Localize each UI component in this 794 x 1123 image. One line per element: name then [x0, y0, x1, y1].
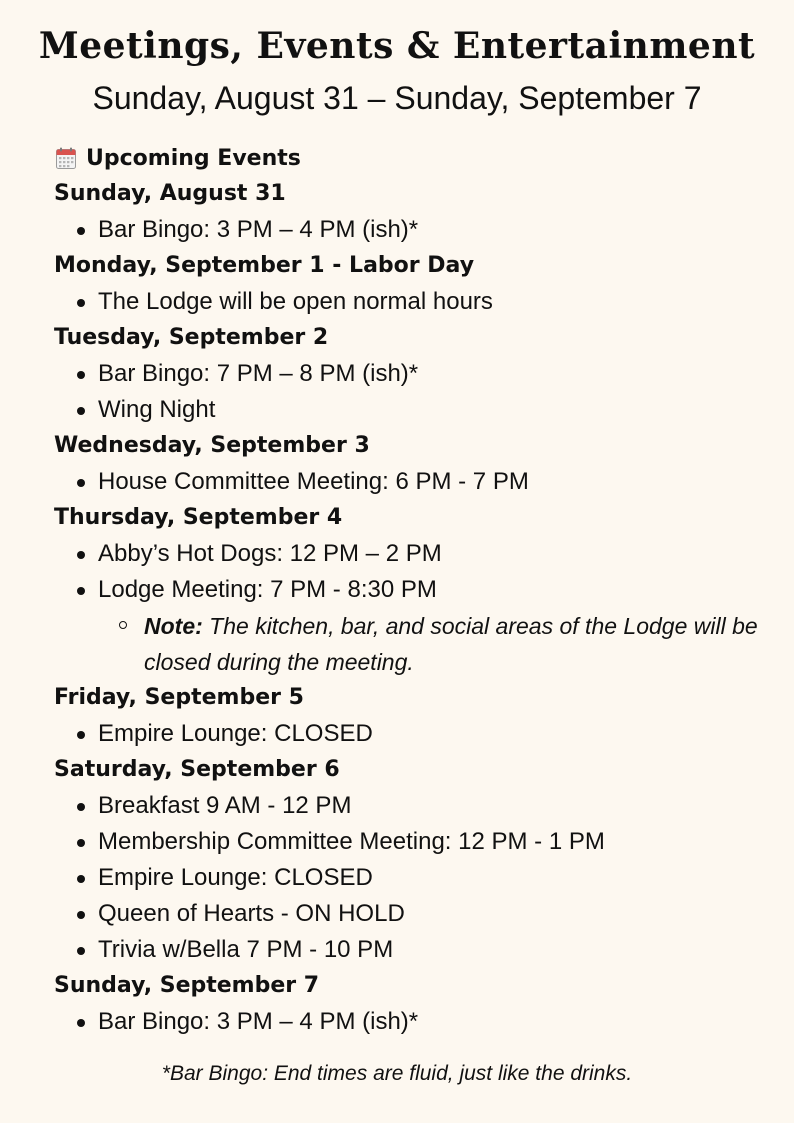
day-heading: Sunday, August 31 — [54, 181, 286, 206]
bullet — [77, 227, 85, 235]
bullet — [77, 1019, 85, 1027]
calendar-icon — [56, 147, 76, 169]
event-text: Lodge Meeting: 7 PM - 8:30 PM — [98, 576, 437, 603]
event-text: Breakfast 9 AM - 12 PM — [98, 792, 352, 819]
meeting-note — [98, 608, 764, 680]
event-text: Bar Bingo: 3 PM – 4 PM (ish)* — [98, 1008, 419, 1035]
event-item — [54, 932, 764, 968]
event-item — [54, 896, 764, 932]
event-item — [54, 464, 764, 500]
event-list — [54, 788, 764, 968]
note-text: The kitchen, bar, and social areas of the Lodge will be closed during the meeting. — [144, 613, 758, 675]
note-label: Note: — [144, 613, 203, 639]
event-item — [54, 716, 764, 752]
event-item — [54, 572, 764, 680]
bullet — [77, 551, 85, 559]
event-item — [54, 284, 764, 320]
event-list — [54, 536, 764, 680]
event-text: Membership Committee Meeting: 12 PM - 1 PM — [98, 828, 605, 855]
event-text: Bar Bingo: 7 PM – 8 PM (ish)* — [98, 360, 419, 387]
page-title: Meetings, Events & Entertainment — [38, 25, 756, 67]
event-text: Trivia w/Bella 7 PM - 10 PM — [98, 936, 394, 963]
section-title: Upcoming Events — [86, 145, 301, 171]
event-text: Wing Night — [98, 396, 216, 423]
event-item — [54, 356, 764, 392]
event-item — [54, 1004, 764, 1040]
event-item — [54, 860, 764, 896]
event-text: House Committee Meeting: 6 PM - 7 PM — [98, 468, 529, 495]
bullet — [77, 875, 85, 883]
day-heading: Tuesday, September 2 — [54, 325, 329, 350]
day-heading: Saturday, September 6 — [54, 757, 340, 782]
event-item — [54, 536, 764, 572]
day-heading: Friday, September 5 — [54, 685, 304, 710]
event-item — [54, 788, 764, 824]
sub-bullet — [119, 621, 127, 629]
event-item — [54, 392, 764, 428]
event-text: The Lodge will be open normal hours — [98, 288, 493, 315]
day-heading: Sunday, September 7 — [54, 973, 320, 998]
event-text: Bar Bingo: 3 PM – 4 PM (ish)* — [98, 216, 419, 243]
bullet — [77, 587, 85, 595]
bullet — [77, 947, 85, 955]
bullet — [77, 839, 85, 847]
event-list — [54, 356, 764, 428]
event-sublist — [98, 608, 764, 680]
events-content — [54, 140, 764, 1040]
footnote: *Bar Bingo: End times are fluid, just like the drinks. — [161, 1062, 633, 1085]
event-item — [54, 824, 764, 860]
bullet — [77, 407, 85, 415]
bullet — [77, 479, 85, 487]
date-range: Sunday, August 31 – Sunday, September 7 — [92, 80, 702, 116]
bullet — [77, 371, 85, 379]
bullet — [77, 299, 85, 307]
event-text: Abby’s Hot Dogs: 12 PM – 2 PM — [98, 540, 442, 567]
event-list — [54, 1004, 764, 1040]
event-item — [54, 212, 764, 248]
event-list — [54, 716, 764, 752]
event-text: Queen of Hearts - ON HOLD — [98, 900, 405, 927]
event-list — [54, 212, 764, 248]
bullet — [77, 731, 85, 739]
day-heading: Thursday, September 4 — [54, 505, 343, 530]
event-text: Empire Lounge: CLOSED — [98, 864, 373, 891]
bullet — [77, 803, 85, 811]
event-text: Empire Lounge: CLOSED — [98, 720, 373, 747]
day-heading: Monday, September 1 - Labor Day — [54, 253, 475, 278]
bullet — [77, 911, 85, 919]
event-list — [54, 464, 764, 500]
day-heading: Wednesday, September 3 — [54, 433, 370, 458]
upcoming-events-heading — [54, 140, 764, 176]
event-list — [54, 284, 764, 320]
